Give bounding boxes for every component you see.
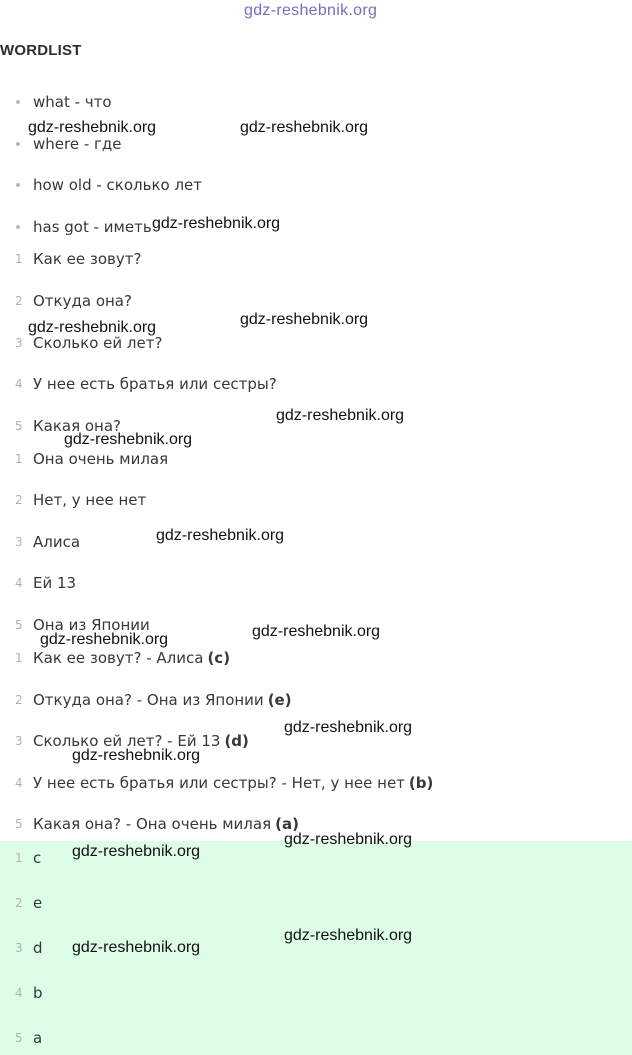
watermark-text: gdz-reshebnik.org: [72, 939, 201, 956]
watermark-text: gdz-reshebnik.org: [28, 319, 157, 336]
watermark-text: gdz-reshebnik.org: [284, 927, 413, 944]
question-text: Сколько ей лет?: [33, 334, 163, 352]
item-number: 3: [15, 734, 23, 748]
match-item: [0, 647, 230, 669]
item-number: 1: [15, 252, 23, 266]
item-number: 3: [15, 535, 23, 549]
match-item: [0, 813, 299, 835]
final-answer-letter: d: [33, 939, 43, 957]
answer-text: Она из Японии: [33, 616, 150, 634]
match-item: [0, 689, 292, 711]
watermark-text: gdz-reshebnik.org: [240, 119, 369, 136]
item-number: 4: [15, 377, 23, 391]
watermark-text: gdz-reshebnik.org: [156, 527, 285, 544]
match-item: [0, 772, 433, 794]
final-answer-letter: c: [33, 849, 42, 867]
final-answer-item: [0, 982, 43, 1004]
item-number: 4: [15, 576, 23, 590]
match-text: Как ее зовут? - Алиса: [33, 649, 204, 667]
wordlist-item: [0, 91, 112, 113]
match-text: У нее есть братья или сестры? - Нет, у нее нет: [33, 774, 405, 792]
item-number: 4: [15, 776, 23, 790]
final-answer-item: [0, 847, 41, 869]
match-code: (d): [224, 732, 249, 750]
watermark-text: gdz-reshebnik.org: [72, 843, 201, 860]
item-number: 5: [15, 817, 23, 831]
answer-text: Ей 13: [33, 574, 77, 592]
wordlist-item-text: what - что: [33, 93, 112, 111]
watermark-text: gdz-reshebnik.org: [252, 623, 381, 640]
match-text: Какая она? - Она очень милая: [33, 815, 272, 833]
match-text: Сколько ей лет? - Ей 13: [33, 732, 221, 750]
item-number: 2: [15, 896, 23, 910]
bullet-icon: [16, 183, 20, 187]
item-number: 2: [15, 693, 23, 707]
answer-text: Нет, у нее нет: [33, 491, 147, 509]
bullet-icon: [16, 142, 20, 146]
final-answer-letter: e: [33, 894, 43, 912]
watermark-text: gdz-reshebnik.org: [276, 407, 405, 424]
item-number: 5: [15, 618, 23, 632]
item-number: 2: [15, 294, 23, 308]
question-text: Как ее зовут?: [33, 250, 142, 268]
match-code: (e): [267, 691, 292, 709]
wordlist-item: [0, 216, 152, 238]
answer-text: Она очень милая: [33, 450, 169, 468]
answer-item: [0, 448, 168, 470]
wordlist-item-text: where - где: [33, 135, 122, 153]
item-number: 2: [15, 493, 23, 507]
question-item: [0, 248, 141, 270]
final-answer-item: [0, 937, 43, 959]
question-item: [0, 373, 277, 395]
wordlist-item-text: how old - сколько лет: [33, 176, 203, 194]
item-number: 3: [15, 941, 23, 955]
final-answer-letter: b: [33, 984, 43, 1002]
question-item: [0, 290, 132, 312]
question-text: Какая она?: [33, 417, 122, 435]
question-text: У нее есть братья или сестры?: [33, 375, 277, 393]
answer-item: [0, 489, 146, 511]
match-text: Откуда она? - Она из Японии: [33, 691, 264, 709]
wordlist-heading: WORDLIST: [0, 42, 82, 59]
watermark-text: gdz-reshebnik.org: [40, 631, 169, 648]
answer-item: [0, 572, 76, 594]
item-number: 5: [15, 419, 23, 433]
item-number: 5: [15, 1031, 23, 1045]
bullet-icon: [16, 225, 20, 229]
wordlist-item: [0, 174, 202, 196]
watermark-text: gdz-reshebnik.org: [28, 119, 157, 136]
question-text: Откуда она?: [33, 292, 132, 310]
match-code: (a): [275, 815, 299, 833]
watermark-text: gdz-reshebnik.org: [284, 831, 413, 848]
bullet-icon: [16, 100, 20, 104]
answer-text: Алиса: [33, 533, 81, 551]
watermark-text: gdz-reshebnik.org: [72, 747, 201, 764]
final-answer-item: [0, 1027, 42, 1049]
watermark-text: gdz-reshebnik.org: [64, 431, 193, 448]
answer-item: [0, 531, 80, 553]
site-watermark: gdz-reshebnik.org: [244, 2, 378, 19]
item-number: 1: [15, 452, 23, 466]
final-answer-letter: a: [33, 1029, 43, 1047]
item-number: 4: [15, 986, 23, 1000]
item-number: 1: [15, 651, 23, 665]
wordlist-item-text: has got - иметь: [33, 218, 152, 236]
watermark-text: gdz-reshebnik.org: [240, 311, 369, 328]
match-code: (b): [408, 774, 434, 792]
match-code: (c): [207, 649, 231, 667]
item-number: 3: [15, 336, 23, 350]
item-number: 1: [15, 851, 23, 865]
final-answer-item: [0, 892, 42, 914]
watermark-text: gdz-reshebnik.org: [284, 719, 413, 736]
watermark-text: gdz-reshebnik.org: [152, 215, 281, 232]
